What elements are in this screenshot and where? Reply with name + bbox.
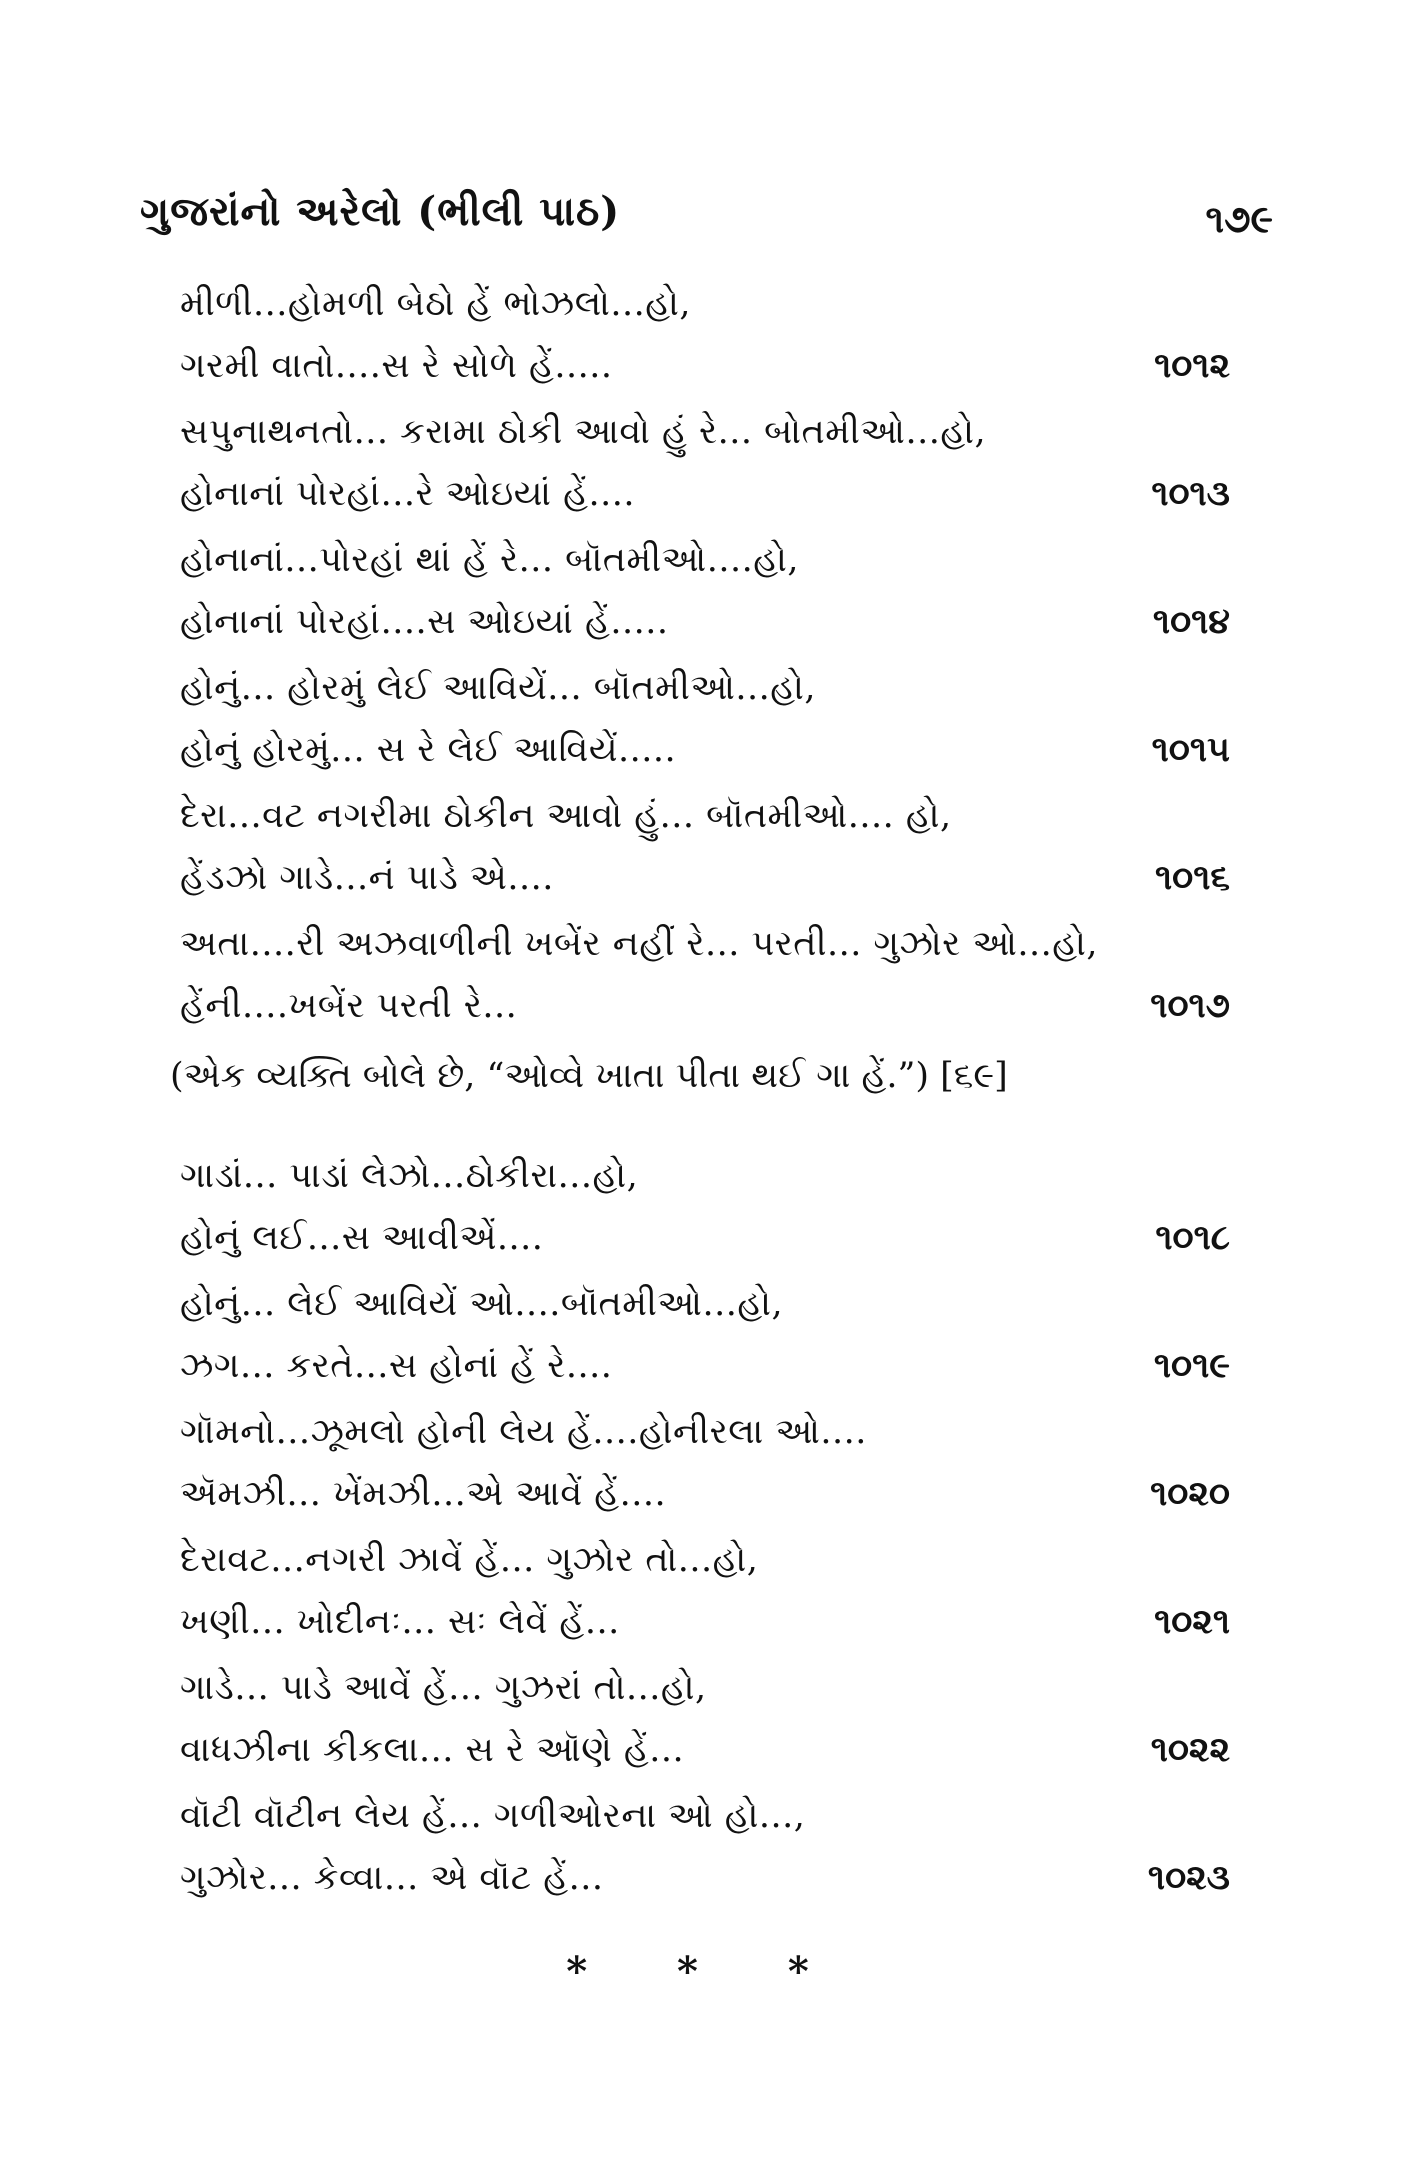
verse-line: સપુનાથનતો... કરામા ઠોકી આવો હું રે... બોતમીઓ...હો, [180, 412, 987, 452]
verse-line: હોનાનાં...પોરહાં થાં હેં રે... બૉતમીઓ....હો, [180, 540, 799, 580]
page-number: ૧૭૯ [1205, 196, 1273, 241]
verse-number: ૧૦૨૧ [1154, 1601, 1230, 1642]
verse-line: હોનું... લેઈ આવિયેં ઓ....બૉતમીઓ...હો, [180, 1284, 784, 1324]
verse-line: વાધઝીના કીકલા... સ રે ઑણે હેં... [180, 1730, 685, 1770]
verse-line: હોનું હોરમું... સ રે લેઈ આવિયેં..... [180, 730, 677, 770]
verse-number: ૧૦૧૨ [1154, 345, 1230, 386]
verse-number: ૧૦૧૫ [1151, 729, 1230, 770]
stage-note: (એક વ્યક્તિ બોલે છે, “ઓવ્વે ખાતા પીતા થઈ ગા હેં.”) [૬૯] [170, 1056, 1008, 1096]
verse-number: ૧૦૧૯ [1153, 1345, 1230, 1386]
verse-1012 [180, 282, 1230, 410]
verse-line: ઍમઝી... ખેંમઝી...એ આવેં હેં.... [180, 1474, 667, 1514]
verse-line: દેરાવટ...નગરી ઝાવેં હેં... ગુઝોર તો...હો, [180, 1540, 759, 1580]
verse-line: હેંની....ખબેંર પરતી રે... [180, 986, 518, 1026]
verse-number: ૧૦૧૪ [1152, 601, 1230, 642]
verse-list [170, 282, 1230, 1922]
verse-line: અતા....રી અઝવાળીની ખબેંર નહીં રે... પરતી... ગુઝોર ઓ...હો, [180, 924, 1099, 964]
verse-1015 [180, 666, 1230, 794]
verse-1023 [180, 1794, 1230, 1922]
verse-line: ગૉમનો...ઝૂમલો હોની લેય હેં....હોનીરલા ઓ.... [180, 1412, 867, 1452]
verse-line: ગુઝોર... કેવ્વા... એ વૉટ હેં... [180, 1858, 604, 1898]
verse-1021 [180, 1538, 1230, 1666]
verse-number: ૧૦૧૮ [1155, 1217, 1230, 1258]
verse-number: ૧૦૨૦ [1150, 1473, 1230, 1514]
verse-line: ખણી... ખોદીનઃ... સઃ લેવેં હેં... [180, 1602, 620, 1642]
verse-line: વૉટી વૉટીન લેય હેં... ગળીઓરના ઓ હો..., [180, 1796, 806, 1836]
verse-1014 [180, 538, 1230, 666]
verse-line: ઝગ... કરતે...સ હોનાં હેં રે.... [180, 1346, 613, 1386]
verse-1018 [180, 1154, 1230, 1282]
verse-1020 [180, 1410, 1230, 1538]
verse-1019 [180, 1282, 1230, 1410]
running-title: ગુજરાંનો અરેલો (ભીલી પાઠ) [140, 188, 621, 235]
verse-line: હોનું... હોરમું લેઈ આવિયેં... બૉતમીઓ...હો, [180, 668, 817, 708]
verse-line: ગરમી વાતો....સ રે સોળે હેં..... [180, 346, 613, 386]
verse-line: હોનાનાં પોરહાં....સ ઓઇયાં હેં..... [180, 602, 669, 642]
verse-line: મીળી...હોમળી બેઠો હેં ભોઝલો...હો, [180, 284, 692, 324]
verse-line: હોનાનાં પોરહાં...રે ઓઇયાં હેં.... [180, 474, 635, 514]
verse-1013 [180, 410, 1230, 538]
verse-number: ૧૦૨૨ [1150, 1729, 1230, 1770]
verse-1022 [180, 1666, 1230, 1794]
verse-1017 [180, 922, 1230, 1050]
verse-1016 [180, 794, 1230, 922]
verse-line: હોનું લઈ...સ આવીએં.... [180, 1218, 544, 1258]
verse-number: ૧૦૧૬ [1155, 857, 1230, 898]
verse-number: ૧૦૧૭ [1150, 985, 1230, 1026]
verse-line: ગાડે... પાડે આવેં હેં... ગુઝરાં તો...હો, [180, 1668, 707, 1708]
verse-line: ગાડાં... પાડાં લેઝો...ઠોકીરા...હો, [180, 1156, 639, 1196]
section-end-ornament: * * * [566, 1948, 847, 1995]
verse-number: ૧૦૨૩ [1147, 1857, 1230, 1898]
verse-line: હેંડઝો ગાડે...નં પાડે એ.... [180, 858, 554, 898]
verse-line: દેરા...વટ નગરીમા ઠોકીન આવો હું... બૉતમીઓ.... હો, [180, 796, 952, 836]
verse-number: ૧૦૧૩ [1151, 473, 1230, 514]
